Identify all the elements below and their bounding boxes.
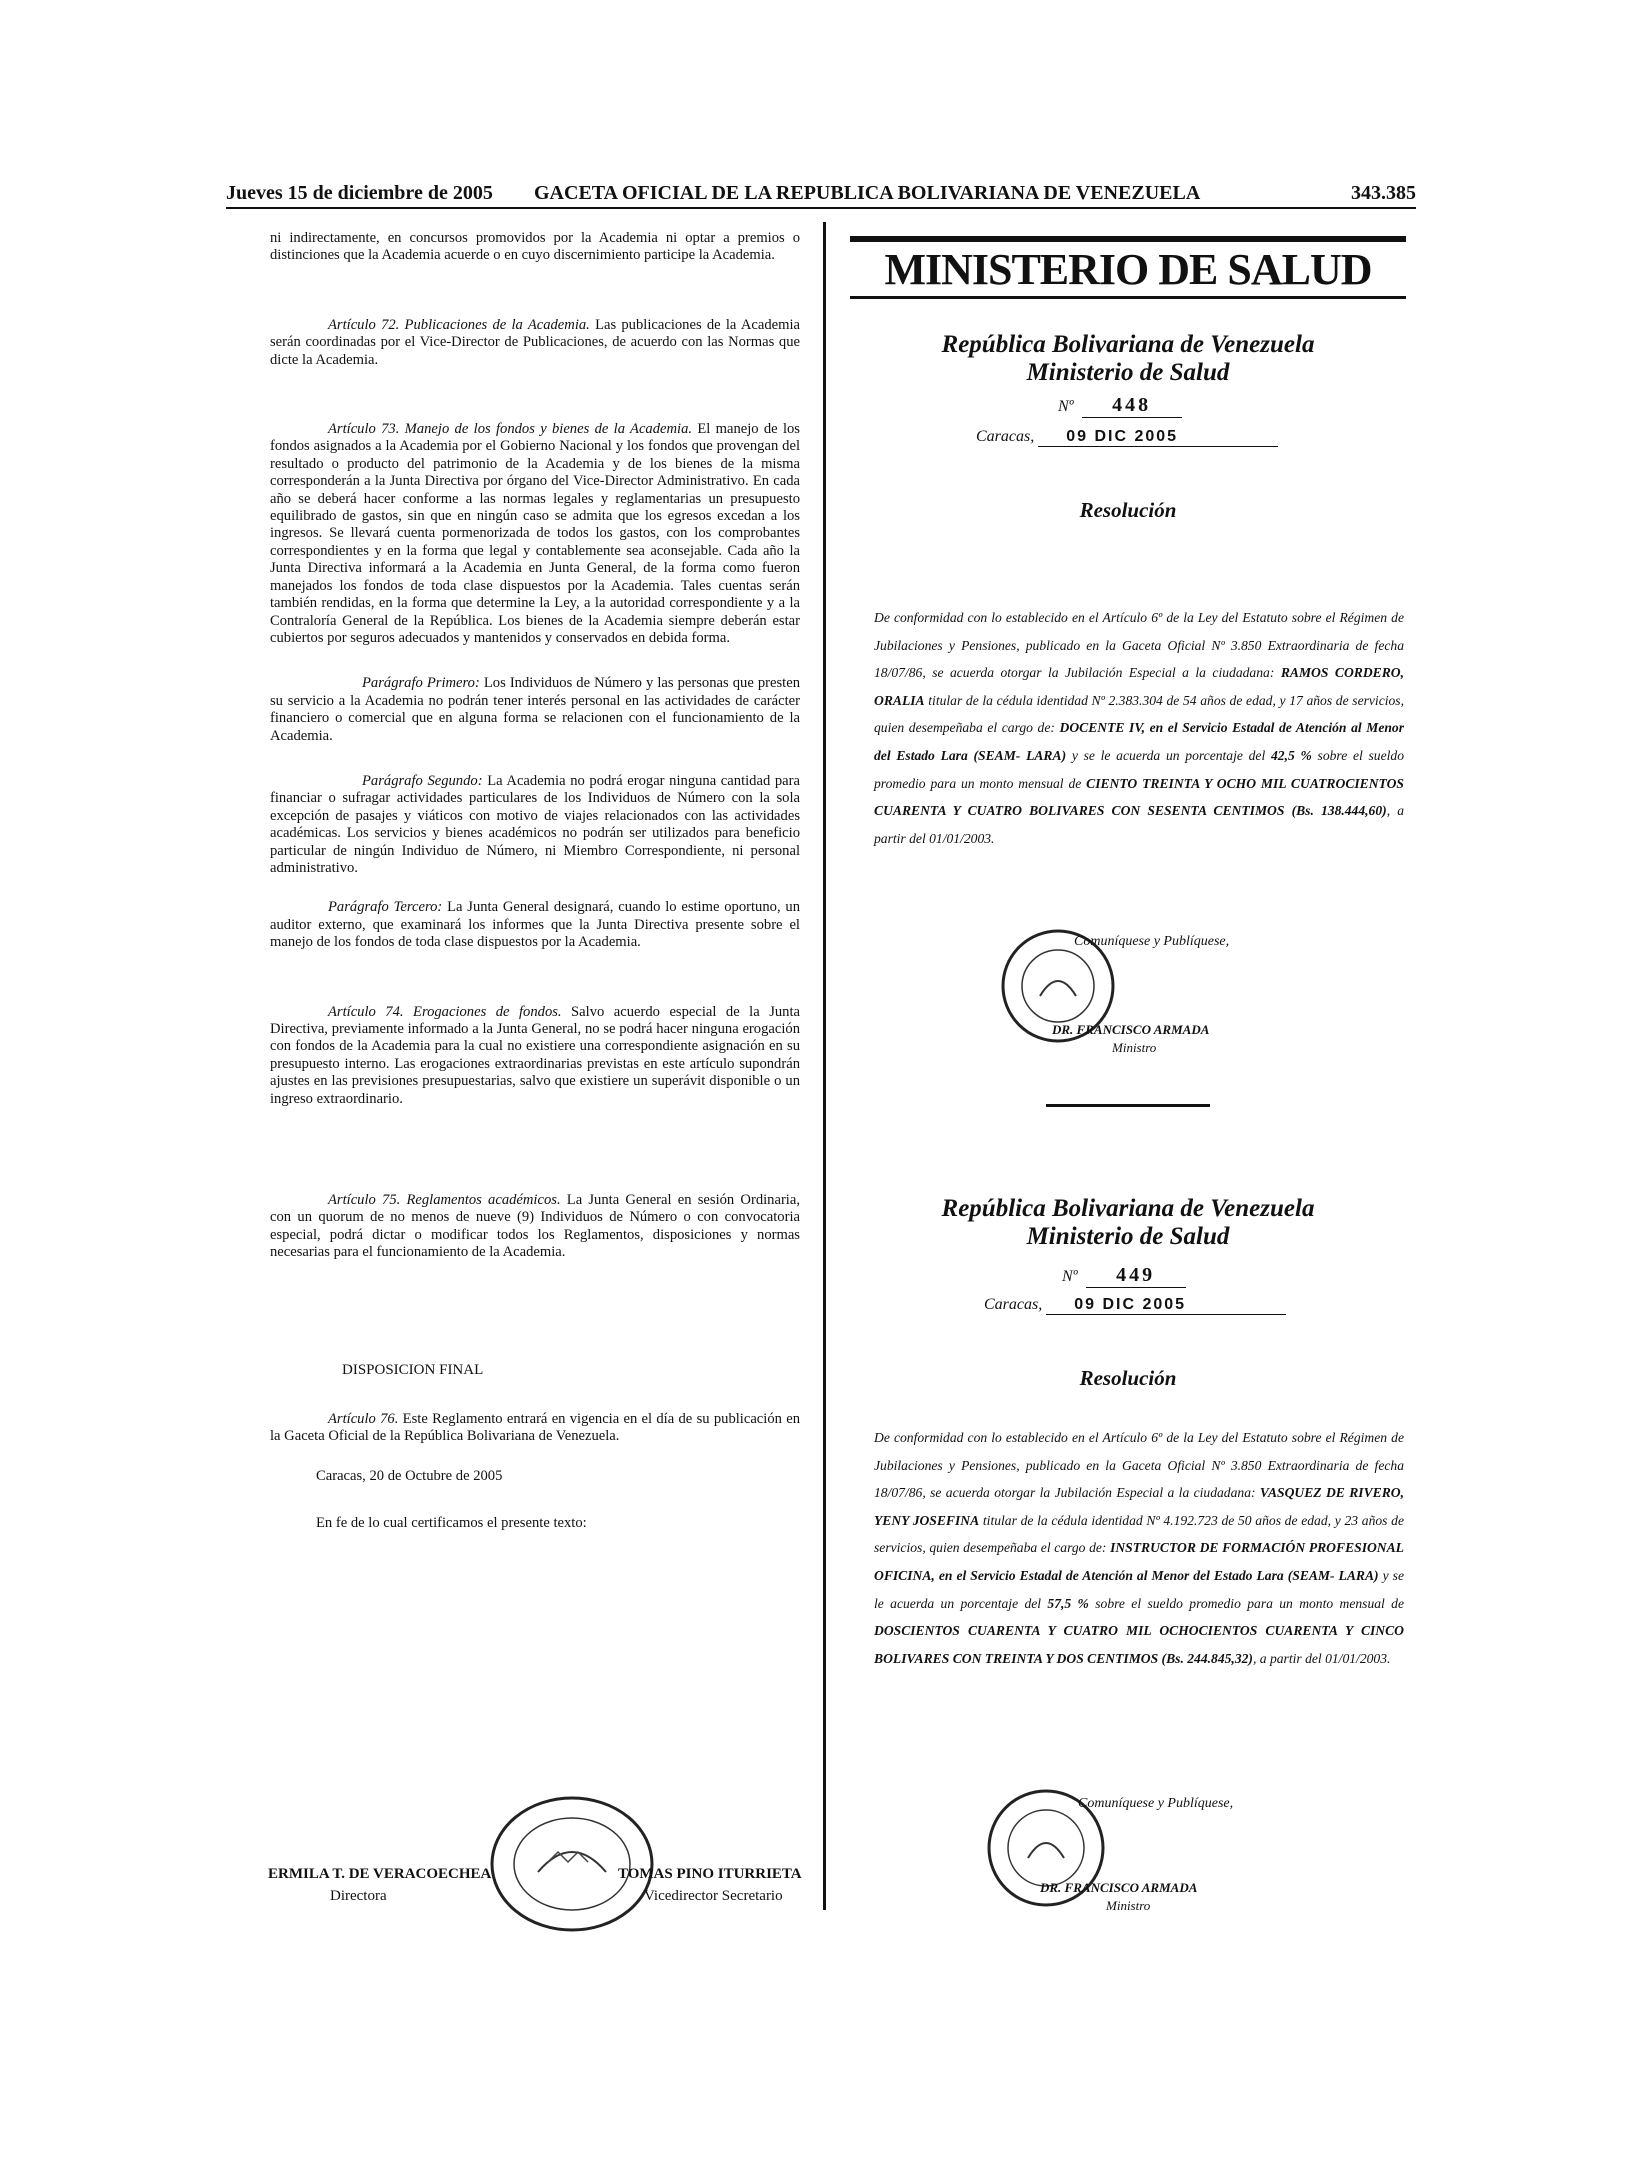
resolution-separator: [1046, 1104, 1210, 1107]
article-74: [270, 1004, 800, 1108]
res1-ministry: Ministerio de Salud: [1026, 359, 1230, 386]
res2-number-value: 449: [1086, 1264, 1186, 1288]
article-76: [270, 1411, 800, 1446]
res2-place-date: [984, 1296, 1286, 1315]
article-74-heading: Artículo 74. Erogaciones de fondos.: [328, 1003, 562, 1020]
res1-body: [874, 604, 1404, 852]
article-72-text: Las publicaciones de la Academia serán coordinadas por el Vice-Director de Publicaciones, de acuerdo con las Normas que dicte la Academia.: [270, 316, 800, 368]
ministry-rule-top: [850, 236, 1406, 242]
article-76-heading: Artículo 76.: [328, 1411, 399, 1428]
res1-person: RAMOS CORDERO, ORALIA: [874, 665, 1404, 708]
article-75: [270, 1192, 800, 1262]
res1-minister-role: Ministro: [1112, 1040, 1157, 1055]
page-header: [226, 182, 1416, 208]
paragraph-second-text: La Academia no podrá erogar ninguna cantidad para financiar o sufragar actividades particulares de los Individuos de Número con la sola excepción de pasajes y viáticos con motivo de viajes relacionados con las actividades académicas. Los servicios y bienes académicos no podrán ser utilizados para beneficio particular de ningún Individuo de Número, ni Miembro Correspondiente, ni personal administrativo.: [270, 772, 800, 876]
article-73-text: El manejo de los fondos asignados a la Academia por el Gobierno Nacional y los fondos que provengan del resultado o producto del patrimonio de la Academia y de los bienes de la misma corresponderán a la Junta Directiva por órgano del Vice-Director Administrativo. En cada año se deberá hacer conforme a las normas legales y reglamentarias un presupuesto equilibrado de gastos, sin que en ningún caso se admita que los egresos excedan a los ingresos. Se llevará cuenta pormenorizada de todos los gastos, con los comprobantes correspondientes y en la forma que legal y contablemente sea aconsejable. Cada año la Junta Directiva informará a la Academia en Junta General, de la forma como fueron manejados los fondos de toda clase dispuestos por la Academia. Tales cuentas serán también rendidas, en la forma que determine la Ley, a la autoridad correspondiente y a la Contraloría General de la República. Los bienes de la Academia siempre deberán estar cubiertos por seguros adecuados y mantenidos y conservados en debida forma.: [270, 421, 800, 646]
place-date: Caracas, 20 de Octubre de 2005: [316, 1467, 503, 1484]
res1-publish: Comuníquese y Publíquese,: [1074, 934, 1230, 949]
column-divider: [823, 222, 826, 1910]
article-72: [270, 317, 800, 369]
res1-number-label: Nº: [1058, 398, 1074, 415]
paragraph-third-heading: Parágrafo Tercero:: [328, 899, 443, 916]
res1-post: DOCENTE IV, en el Servicio Estadal de Atención al Menor del Estado Lara (SEAM- LARA): [874, 720, 1404, 763]
paragraph-first-text: Los Individuos de Número y las personas que presten su servicio a la Academia no podrán tener interés personal en las actividades de carácter financiero o comercial que en alguna forma se relacionen con el funcionamiento de la Academia.: [270, 675, 800, 744]
res2-number-label: Nº: [1062, 1268, 1078, 1285]
res2-body-e: , a partir del 01/01/2003.: [1252, 1650, 1391, 1666]
res1-place-label: Caracas,: [976, 428, 1035, 445]
res1-body-a: De conformidad con lo establecido en el Artículo 6º de la Ley del Estatuto sobre el Régimen de Jubilaciones y Pensiones, publicado en la Gaceta Oficial Nº 3.850 Extraordinaria de fecha 18/07/86, se acuerda otorgar la Jubilación Especial a la ciudadana:: [874, 610, 1404, 681]
paragraph-second: [270, 773, 800, 877]
res2-number: [1062, 1264, 1186, 1288]
left-column: [270, 230, 800, 1533]
ministry-rule-bottom: [850, 296, 1406, 299]
signatory-1-name: ERMILA T. DE VERACOECHEA: [268, 1866, 492, 1882]
res1-body-c: y se le acuerda un porcentaje del: [1066, 747, 1271, 763]
res2-body-d: sobre el sueldo promedio para un monto mensual de: [1088, 1595, 1405, 1611]
certify-line: En fe de lo cual certificamos el presente texto:: [316, 1515, 587, 1532]
signatory-2-role: Vicedirector Secretario: [644, 1888, 783, 1904]
article-73: [270, 421, 800, 647]
res2-minister-role: Ministro: [1106, 1898, 1151, 1913]
res1-number: [1058, 394, 1182, 418]
article-76-text: Este Reglamento entrará en vigencia en el día de su publicación en la Gaceta Oficial de la República Bolivariana de Venezuela.: [270, 1411, 800, 1445]
res2-body-c: y se le acuerda un porcentaje del: [874, 1567, 1404, 1611]
res2-amount: DOSCIENTOS CUARENTA Y CUATRO MIL OCHOCIENTOS CUARENTA Y CINCO BOLIVARES CON TREINTA Y DOS CENTIMOS (Bs. 244.845,32): [874, 1623, 1404, 1666]
signatory-2-name: TOMAS PINO ITURRIETA: [618, 1866, 802, 1882]
signatory-1-role: Directora: [330, 1888, 387, 1904]
article-73-heading: Artículo 73. Manejo de los fondos y bienes de la Academia.: [328, 421, 693, 438]
ministry-title: MINISTERIO DE SALUD: [884, 245, 1372, 294]
article-72-heading: Artículo 72. Publicaciones de la Academia.: [328, 316, 590, 333]
res2-ministry: Ministerio de Salud: [1026, 1223, 1230, 1250]
article-74-text: Salvo acuerdo especial de la Junta Directiva, previamente informado a la Junta General, no se podrá hacer ninguna erogación con fondos de la Academia para la cual no existiere una correspondiente asignación en su presupuesto interno. Las erogaciones extraordinarias previstas en este artículo supondrán ajustes en las previsiones presupuestarias, salvo que existiere un superávit disponible o un ingreso extraordinario.: [270, 1003, 801, 1107]
res2-republic: República Bolivariana de Venezuela: [941, 1195, 1315, 1222]
res1-body-d: sobre el sueldo promedio para un monto mensual de: [874, 747, 1404, 791]
res2-post: INSTRUCTOR DE FORMACIÓN PROFESIONAL OFICINA, en el Servicio Estadal de Atención al Menor del Estado Lara (SEAM- LARA): [874, 1540, 1404, 1583]
res2-body-a: De conformidad con lo establecido en el Artículo 6º de la Ley del Estatuto sobre el Régimen de Jubilaciones y Pensiones, publicado en la Gaceta Oficial Nº 3.850 Extraordinaria de fecha 18/07/86, se acuerda otorgar la Jubilación Especial a la ciudadana:: [874, 1430, 1404, 1501]
article-75-text: La Junta General en sesión Ordinaria, con un quorum de no menos de nueve (9) Individuos de Número o con convocatoria especial, podrá dictar o modificar todos los Reglamentos, disposiciones y normas necesarias para el funcionamiento de la Academia.: [270, 1192, 800, 1261]
final-disposition-heading: DISPOSICION FINAL: [342, 1361, 484, 1378]
res1-body-e: , a partir del 01/01/2003.: [874, 803, 1405, 846]
paragraph-third: [270, 899, 800, 951]
res1-amount: CIENTO TREINTA Y OCHO MIL CUATROCIENTOS CUARENTA Y CUATRO BOLIVARES CON SESENTA CENTIMOS (Bs. 138.444,60): [874, 775, 1404, 819]
paragraph-first: [270, 675, 800, 745]
res1-minister-name: DR. FRANCISCO ARMADA: [1052, 1022, 1210, 1037]
res1-date: 09 DIC 2005: [1038, 428, 1278, 447]
res2-publish: Comuníquese y Publíquese,: [1078, 1796, 1234, 1811]
res2-person: VASQUEZ DE RIVERO, YENY JOSEFINA: [874, 1485, 1404, 1528]
res2-body-b: titular de la cédula identidad Nº 4.192.723 de 50 años de edad, y 23 años de servicios, quien desempeñaba el cargo de:: [874, 1512, 1405, 1556]
res2-body: [874, 1424, 1404, 1672]
signature-block: [268, 1866, 802, 1926]
res2-heading: Resolución: [1079, 1366, 1177, 1390]
res2-place-label: Caracas,: [984, 1296, 1043, 1313]
res1-number-value: 448: [1082, 394, 1182, 418]
paragraph-third-text: La Junta General designará, cuando lo estime oportuno, un auditor externo, que examinará los informes que la Junta Directiva presente sobre el manejo de los fondos de toda clase dispuestos por la Academia.: [270, 899, 800, 951]
article-75-heading: Artículo 75. Reglamentos académicos.: [328, 1192, 561, 1209]
header-page-number: 343.385: [1351, 182, 1416, 204]
res2-minister-name: DR. FRANCISCO ARMADA: [1040, 1880, 1198, 1895]
header-date: Jueves 15 de diciembre de 2005: [226, 182, 493, 204]
header-rule: [226, 207, 1416, 209]
header-title: GACETA OFICIAL DE LA REPUBLICA BOLIVARIANA DE VENEZUELA: [534, 182, 1201, 204]
res1-republic: República Bolivariana de Venezuela: [941, 331, 1315, 358]
paragraph-second-heading: Parágrafo Segundo:: [362, 772, 483, 789]
intro-paragraph: ni indirectamente, en concursos promovidos por la Academia ni optar a premios o distinciones que la Academia acuerde o en cuyo discernimiento participe la Academia.: [270, 230, 800, 264]
res2-date: 09 DIC 2005: [1046, 1296, 1286, 1315]
res1-heading: Resolución: [1079, 498, 1177, 522]
paragraph-first-heading: Parágrafo Primero:: [362, 675, 480, 692]
res1-percentage: 42,5 %: [1270, 747, 1312, 763]
res1-body-b: titular de la cédula identidad Nº 2.383.304 de 54 años de edad, y 17 años de servicios, quien desempeñaba el cargo de:: [874, 692, 1404, 736]
res1-place-date: [976, 428, 1278, 447]
res2-percentage: 57,5 %: [1047, 1595, 1089, 1611]
